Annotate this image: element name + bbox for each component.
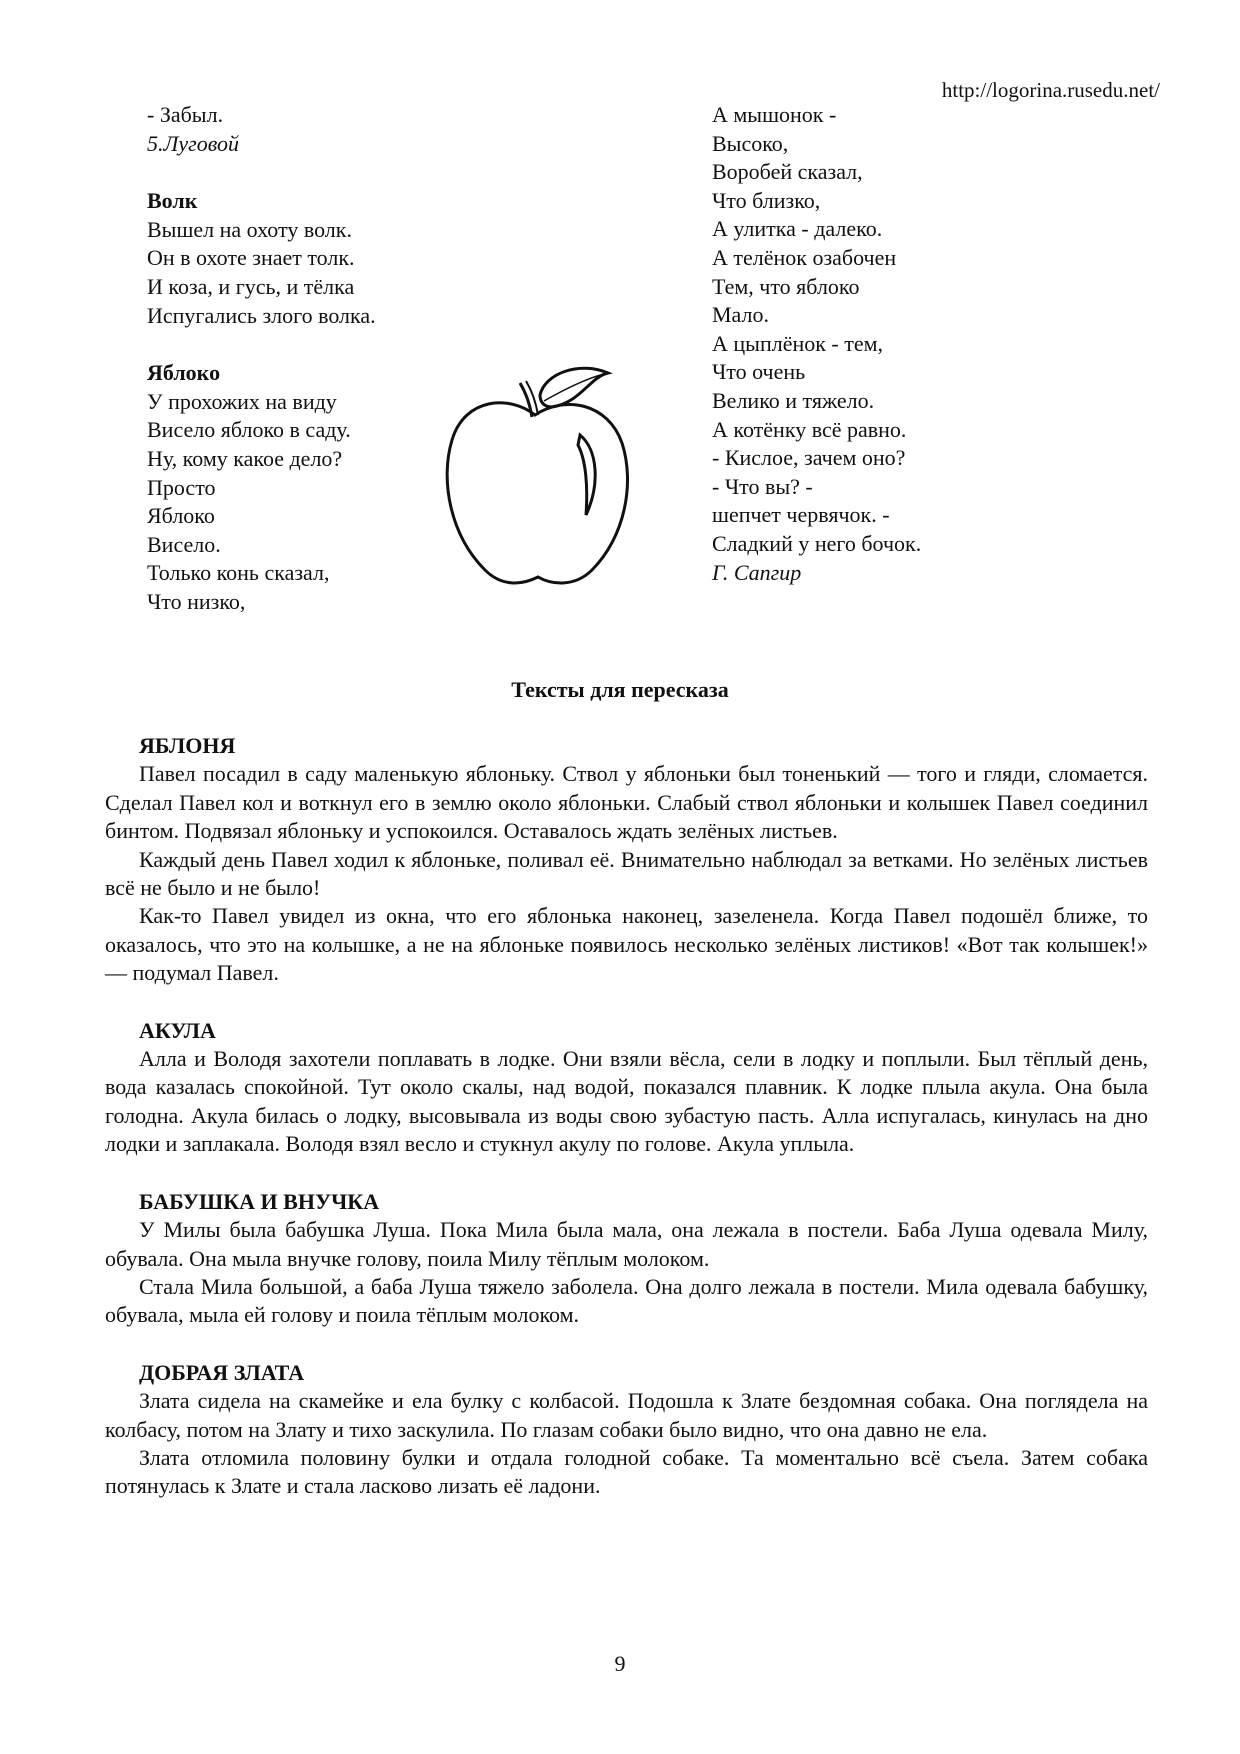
story-paragraph: Как-то Павел увидел из окна, что его яблонька наконец, зазеленела. Когда Павел подошёл ближе, то оказалось, что это на колышке, а не на яблоньке появилось несколько зелёных листиков! «Вот так колышек!» — подумал Павел. — [105, 903, 1148, 986]
story-paragraph: Злата сидела на скамейке и ела булку с колбасой. Подошла к Злате бездомная собака. Она поглядела на колбасу, потом на Злату и тихо заскулила. По глазам собаки было видно, что она давно не ела. — [105, 1388, 1148, 1442]
story-paragraph: У Милы была бабушка Луша. Пока Мила была мала, она лежала в постели. Баба Луша одевала Милу, обувала. Она мыла внучке голову, поила Милу тёплым молоком. — [105, 1217, 1148, 1271]
poem-column-right — [712, 101, 1132, 587]
poem-line: А котёнку всё равно. — [712, 416, 907, 442]
poem-line: шепчет червячок. - — [712, 502, 890, 528]
poem-line: У прохожих на виду — [147, 388, 337, 414]
poem-author: 5.Луговой — [147, 130, 240, 156]
poem-line: Сладкий у него бочок. — [712, 530, 922, 556]
poem-title-wolf: Волк — [147, 188, 198, 214]
poem-line: Высоко, — [712, 130, 789, 156]
poem-line: Испугались злого волка. — [147, 302, 376, 328]
poem-line: Висело яблоко в саду. — [147, 417, 351, 443]
story-paragraph: Стала Мила большой, а баба Луша тяжело заболела. Она долго лежала в постели. Мила одевала бабушку, обувала, мыла ей голову и поила тёплым молоком. — [105, 1273, 1148, 1328]
poem-line: А цыплёнок - тем, — [712, 330, 884, 356]
story-title: АКУЛА — [139, 1017, 216, 1043]
story-paragraph: Каждый день Павел ходил к яблоньке, поливал её. Внимательно наблюдал за ветками. Но зелёных листьев всё не было и не было! — [105, 846, 1148, 901]
stories — [105, 732, 1148, 1530]
story-kind-zlata — [105, 1359, 1148, 1501]
story-title: БАБУШКА И ВНУЧКА — [139, 1188, 380, 1214]
poem-column-left — [147, 101, 487, 617]
story-shark — [105, 1017, 1148, 1159]
poem-line: Что низко, — [147, 588, 246, 614]
story-title: ЯБЛОНЯ — [139, 733, 236, 758]
story-grandmother — [105, 1188, 1148, 1330]
poem-line: Что близко, — [712, 187, 821, 213]
apple-illustration — [440, 365, 640, 595]
poem-line: Он в охоте знает толк. — [147, 245, 355, 271]
poem-line: А мышонок - — [712, 102, 837, 127]
poem-line: Вышел на охоту волк. — [147, 216, 352, 242]
poem-line: Висело. — [147, 531, 221, 557]
poem-line: А улитка - далеко. — [712, 216, 883, 242]
poem-line: Тем, что яблоко — [712, 273, 860, 299]
poem-line: А телёнок озабочен — [712, 244, 897, 270]
poem-line: Мало. — [712, 302, 769, 328]
story-paragraph: Алла и Володя захотели поплавать в лодке. Они взяли вёсла, сели в лодку и поплыли. Был тёплый день, вода казалась спокойной. Тут около скалы, над водой, показался плавник. К лодке плыла акула. Она была голодна. Акула билась о лодку, высовывала из воды свою зубастую пасть. Алла испугалась, кинулась на дно лодки и заплакала. Володя взял весло и стукнул акулу по голове. Акула уплыла. — [105, 1046, 1148, 1157]
poem-line: Ну, кому какое дело? — [147, 445, 343, 471]
poem-line: Что очень — [712, 359, 806, 385]
poem-line: Велико и тяжело. — [712, 387, 875, 413]
story-paragraph: Павел посадил в саду маленькую яблоньку. Ствол у яблоньки был тоненький — того и гляди, сломается. Сделал Павел кол и воткнул его в землю около яблоньки. Слабый ствол яблоньки и колышек Павел соединил бинтом. Подвязал яблоньку и успокоился. Оставалось ждать зелёных листьев. — [105, 761, 1148, 844]
story-apple-tree — [105, 732, 1148, 988]
header-url[interactable]: http://logorina.rusedu.net/ — [941, 78, 1160, 102]
story-paragraph: Злата отломила половину булки и отдала голодной собаке. Та моментально всё съела. Затем собака потянулась к Злате и стала ласково лизать её ладони. — [105, 1444, 1148, 1499]
poem-line: Только конь сказал, — [147, 560, 330, 586]
poem-line: И коза, и гусь, и тёлка — [147, 273, 355, 299]
section-title: Тексты для пересказа — [511, 677, 729, 702]
poem-author: Г. Сапгир — [712, 559, 802, 585]
poem-line: - Забыл. — [147, 102, 224, 127]
poem-line: Воробей сказал, — [712, 159, 863, 185]
poem-line: - Кислое, зачем оно? — [712, 445, 906, 471]
page-number: 9 — [614, 1651, 626, 1676]
poem-line: Яблоко — [147, 503, 215, 529]
story-title: ДОБРАЯ ЗЛАТА — [139, 1359, 305, 1385]
poem-line: Просто — [147, 474, 216, 500]
poem-line: - Что вы? - — [712, 473, 813, 499]
poem-title-apple: Яблоко — [147, 360, 221, 386]
